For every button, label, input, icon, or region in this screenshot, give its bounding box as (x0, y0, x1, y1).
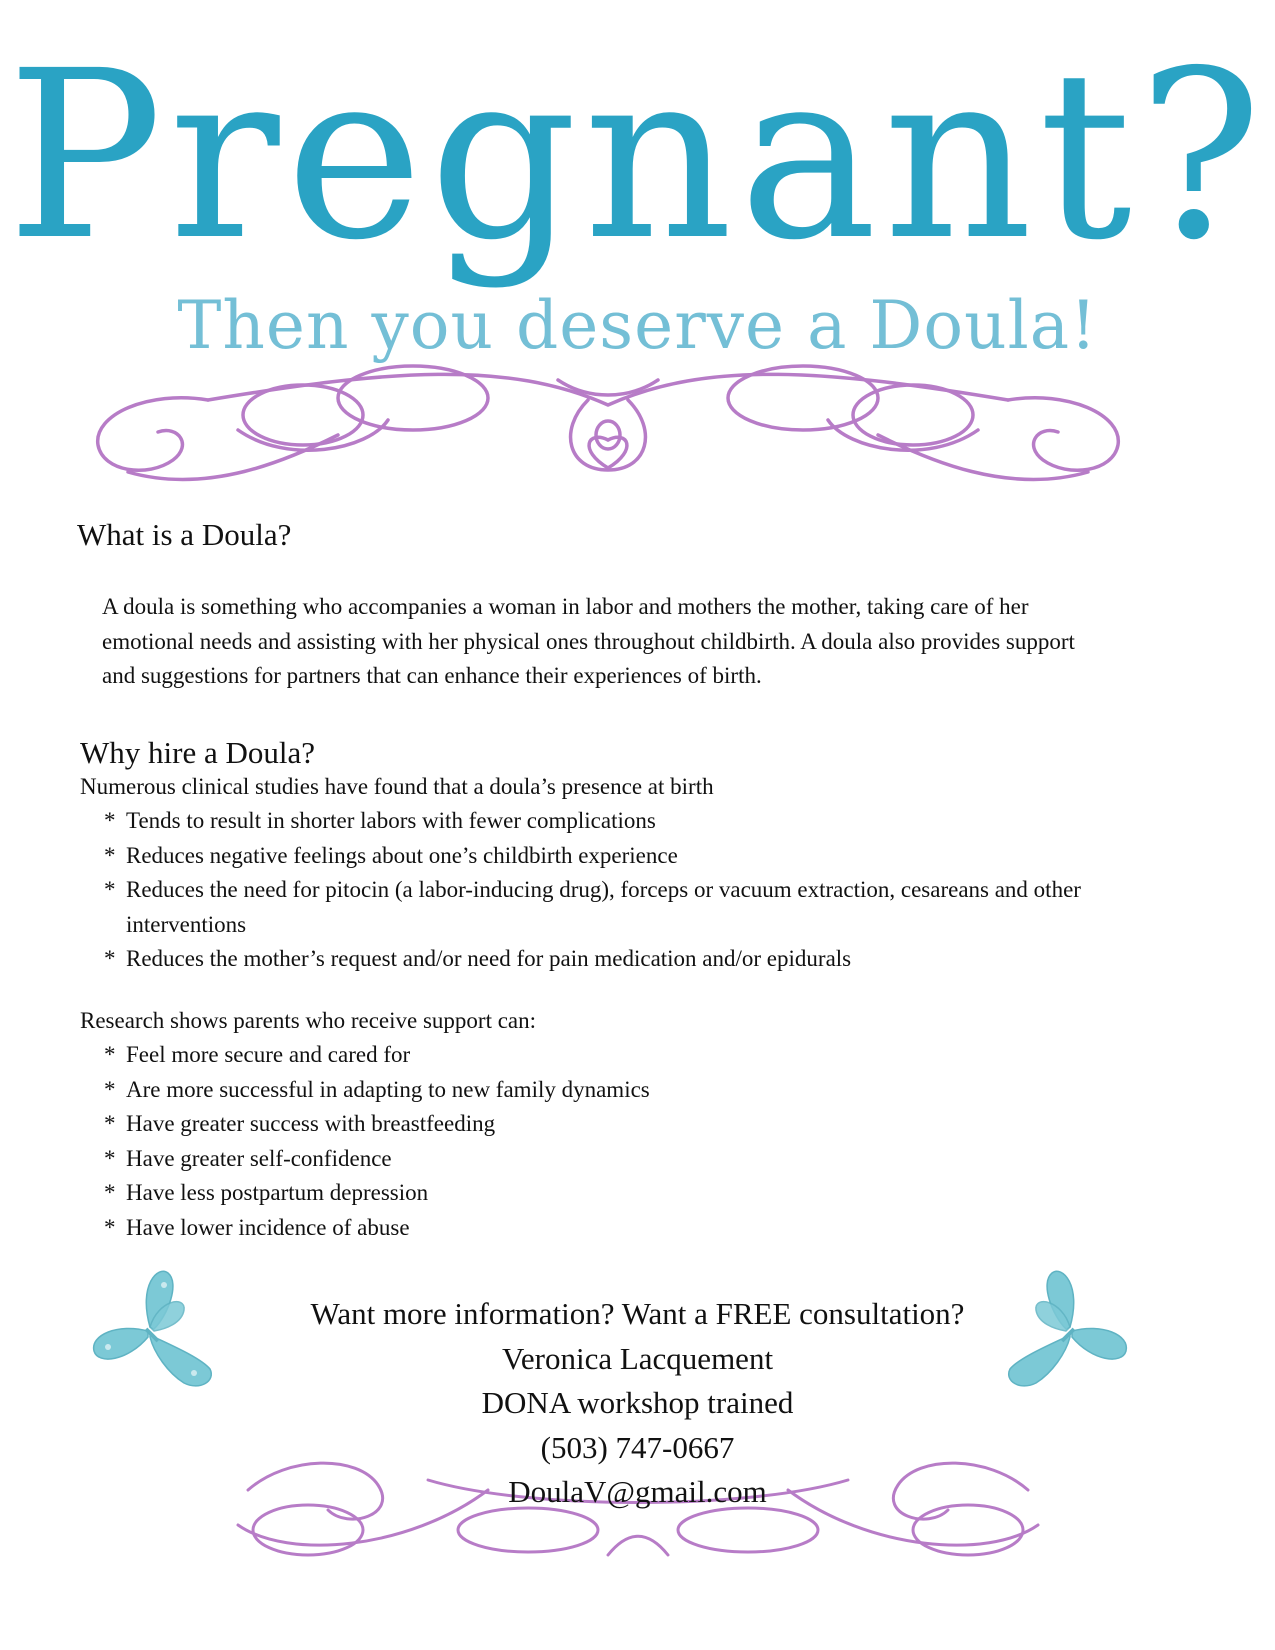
list-item-text: Have less postpartum depression (126, 1180, 429, 1205)
list-item (104, 1211, 1144, 1246)
bullet-marker: * (104, 1076, 116, 1102)
why-hire-bullets (104, 804, 1144, 977)
list-item (104, 1073, 1144, 1108)
list-item-text: Tends to result in shorter labors with fewer complications (126, 808, 656, 833)
contact-name: Veronica Lacquement (501, 1340, 774, 1376)
list-item-text: Have greater success with breastfeeding (126, 1111, 496, 1136)
list-item (104, 804, 1144, 839)
contact-phone[interactable]: (503) 747-0667 (540, 1429, 735, 1465)
research-intro: Research shows parents who receive support can: (80, 1008, 537, 1033)
bullet-marker: * (104, 1214, 116, 1240)
bullet-marker: * (104, 1145, 116, 1171)
list-item-text: Feel more secure and cared for (126, 1042, 411, 1067)
list-item-text: Reduces the need for pitocin (a labor-inducing drug), forceps or vacuum extraction, cesareans and other interventions (126, 877, 1081, 937)
list-item-text: Are more successful in adapting to new family dynamics (126, 1076, 650, 1102)
what-is-doula-heading: What is a Doula? (77, 517, 292, 552)
contact-email[interactable]: DoulaV@gmail.com (508, 1474, 767, 1509)
headline: Pregnant? (6, 21, 1269, 291)
bullet-marker: * (104, 1111, 116, 1136)
list-item (104, 1038, 1144, 1073)
bullet-marker: * (104, 808, 116, 833)
bullet-marker: * (104, 877, 116, 902)
butterfly-icon (88, 1265, 218, 1395)
contact-credential: DONA workshop trained (481, 1385, 794, 1420)
why-hire-doula-heading: Why hire a Doula? (80, 735, 315, 770)
why-hire-intro: Numerous clinical studies have found that a doula’s presence at birth (80, 774, 714, 799)
what-is-doula-paragraph: A doula is something who accompanies a woman in labor and mothers the mother, taking care of her emotional needs and assisting with her physical ones throughout childbirth. A doula also provides support and suggestions for partners that can enhance their experiences of birth. (102, 594, 1075, 688)
bullet-marker: * (104, 1180, 116, 1205)
consultation-call-to-action: Want more information? Want a FREE consultation? (310, 1296, 965, 1331)
list-item-text: Reduces the mother’s request and/or need for pain medication and/or epidurals (126, 946, 852, 971)
top-flourish-ornament (88, 360, 1128, 485)
bullet-marker: * (104, 1042, 116, 1067)
tagline: Then you deserve a Doula! (177, 287, 1098, 364)
bullet-marker: * (104, 842, 116, 868)
bullet-marker: * (104, 946, 116, 971)
list-item-text: Have lower incidence of abuse (126, 1214, 410, 1240)
list-item (104, 839, 1144, 874)
list-item (104, 873, 1144, 942)
list-item (104, 1142, 1144, 1177)
list-item (104, 942, 1144, 977)
research-bullets (104, 1038, 1144, 1245)
list-item (104, 1107, 1144, 1142)
list-item-text: Reduces negative feelings about one’s childbirth experience (126, 842, 678, 868)
contact-block (230, 1292, 1045, 1515)
list-item-text: Have greater self-confidence (126, 1145, 392, 1171)
list-item (104, 1176, 1144, 1211)
